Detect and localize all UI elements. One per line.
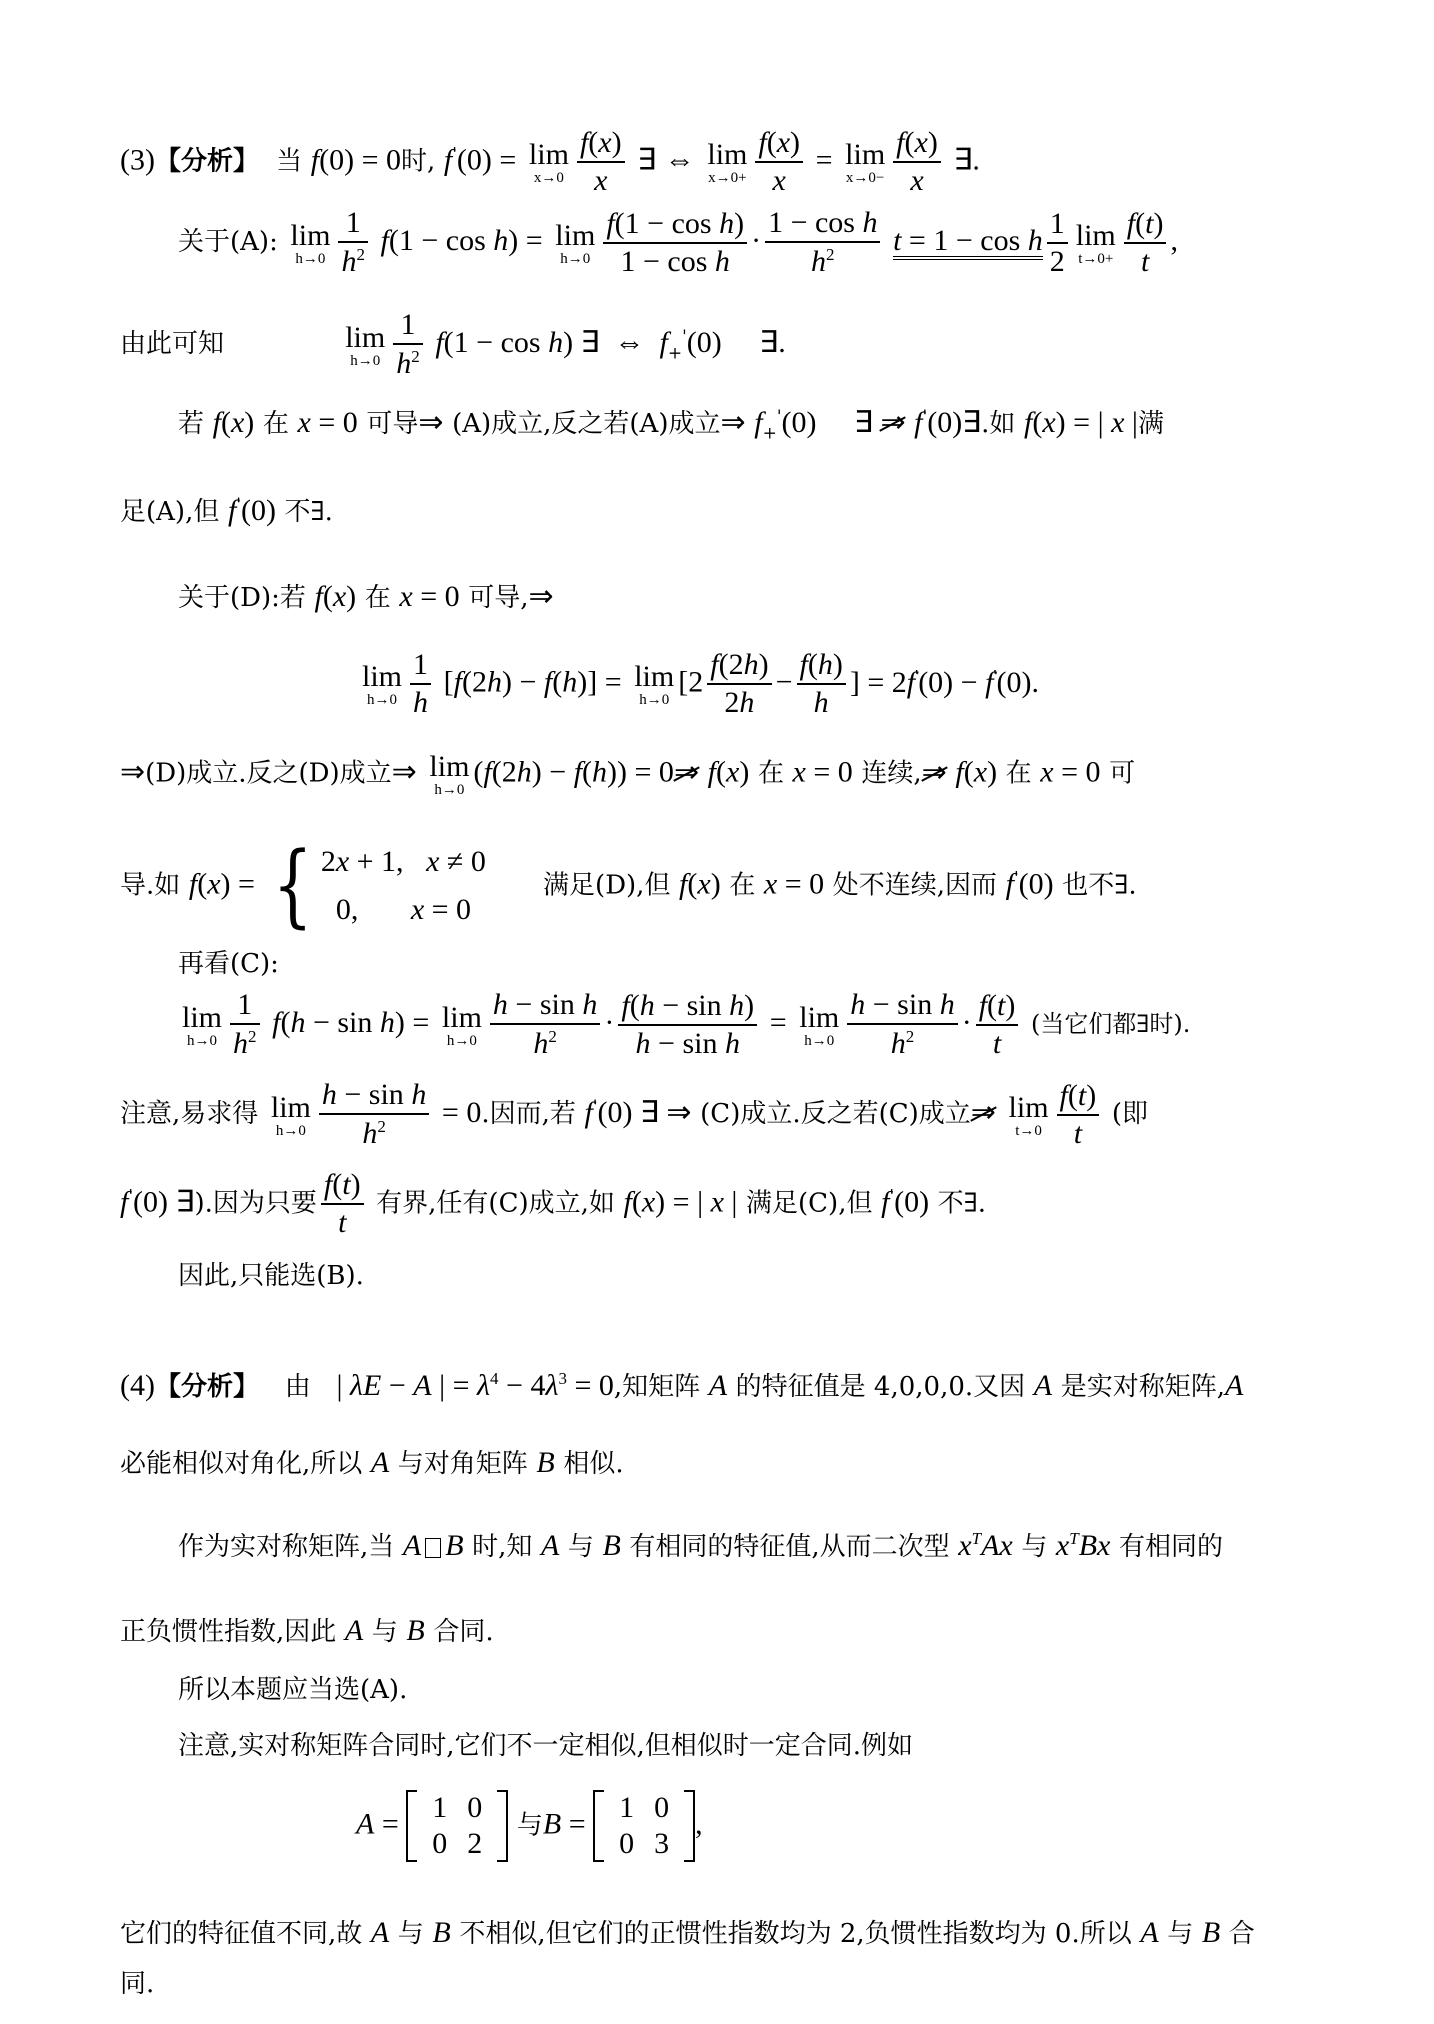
lim: lim h→0 (270, 1090, 311, 1139)
p3-line6: 关于(D):若 f(x) 在 x = 0 可导,⇒ (178, 580, 554, 613)
matrix-A (406, 1790, 508, 1862)
fraction: $\frac{1}{2}$ (1047, 209, 1068, 277)
text: .因而,若 (481, 1099, 576, 1129)
lim: lim x→0− (845, 138, 886, 186)
p3-line9 (178, 950, 279, 977)
lim: lim x→0 (528, 138, 569, 186)
text: 是实对称矩阵, (1060, 1372, 1225, 1402)
p3-line12 (178, 1262, 364, 1289)
p4-line5 (178, 1676, 407, 1703)
text: ⇔ (664, 143, 695, 177)
text: 相似. (563, 1449, 624, 1479)
text: 正负惯性指数,因此 (120, 1617, 337, 1647)
text: 因此,只能选(B). (178, 1261, 364, 1291)
p4-line9 (120, 1970, 154, 1997)
p3-line10: 注意,易求得 lim h→0 $\frac{\text{h − sin h}}{h^2}$ = 0.因而,若 f'(0) ∃ ⇒ (C)成立.反之若(C)成立⇒ lim t→0 $\frac{f(t)}{t}$ (即 (120, 1078, 1148, 1150)
p4-line6 (178, 1732, 913, 1759)
text: 注意,易求得 (120, 1099, 259, 1129)
text: 时, (401, 146, 436, 177)
p3-line5: 足(A),但 f'(0) 不∃. (120, 494, 333, 527)
fraction: $\frac{f(t)}{t}$ (321, 1170, 364, 1238)
text: 与 (1167, 1919, 1194, 1949)
text: (即 (1111, 1099, 1148, 1129)
text: 处不连续,因而 (832, 870, 998, 901)
matrix-b-cell-0-1: 0 (654, 1791, 670, 1824)
fraction: $\frac{f(x)}{x}$ (577, 128, 625, 196)
p4-line1: (4)【分析】 由 | λE − A | = $\lambda^4 - 4\lambda^3 = 0$,知矩阵 A 的特征值是 4,0,0,0.又因 A 是实对称矩阵,A (120, 1369, 1244, 1402)
lim: lim h→0 (362, 660, 403, 708)
matrix-b-cell-0-0: 1 (619, 1791, 635, 1824)
lim: lim t→0 (1008, 1090, 1049, 1139)
p3-line3: 由此可知 lim h→0 $\frac{1}{h^2}$ f(1 − cos h) ∃ ⇔ $f_+'(0)$ ∃. (120, 308, 786, 380)
text: 可 (1109, 758, 1136, 789)
placeholder-box (425, 1538, 441, 1558)
matrix-b-cell-1-0: 0 (619, 1827, 635, 1860)
text: 同. (120, 1969, 155, 1999)
text: 有界,任有(C)成立,如 (376, 1188, 615, 1219)
text: 由 (284, 1372, 311, 1402)
fraction: $\frac{\text{h − sin h}}{h^2}$ (490, 990, 600, 1059)
p3-line8: 导.如 f(x) = { 2x + 1, x ≠ 0 0, x = 0 满足(D),但 f(x) 在 x = 0 处不连续,因而 f'(0) 也不∃. (120, 833, 1137, 938)
p3-line11: f'(0) ∃).因为只要 $\frac{f(t)}{t}$ 有界,任有(C)成立,如 f(x) = | x | 满足(C),但 f'(0) 不∃. (120, 1168, 987, 1239)
text: (D)成立.反之(D)成立 (145, 758, 392, 789)
text: 再看(C): (178, 949, 279, 979)
p4-line2: 必能相似对角化,所以 A 与对角矩阵 B 相似. (120, 1446, 624, 1479)
text: 在 (262, 409, 289, 439)
p4-tag: 【分析】 (154, 1372, 259, 1402)
lim: lim h→0 (441, 1000, 482, 1049)
fraction: $\frac{1}{h^2}$ (338, 208, 368, 277)
text: 可导 (366, 409, 419, 439)
text: .如 (981, 409, 1016, 439)
p4-number: (4) (120, 1369, 155, 1402)
text: 必能相似对角化,所以 (120, 1449, 363, 1479)
text: 有相同的特征值,从而二次型 (629, 1532, 950, 1562)
text: 连续, (861, 758, 922, 789)
text: 满足(C),但 (746, 1188, 873, 1219)
fraction: $\frac{f(t)}{t}$ (1057, 1081, 1100, 1149)
lim: lim t→0+ (1075, 218, 1116, 267)
text: ∃ (637, 143, 657, 177)
lim: lim x→0+ (707, 138, 748, 186)
text: 足(A),但 (120, 497, 220, 527)
text: 也不∃. (1062, 870, 1137, 901)
text: 的特征值是 4,0,0,0.又因 (735, 1372, 1026, 1402)
fraction: $\frac{1}{h^2}$ (393, 310, 423, 379)
text: 可导, (468, 583, 529, 613)
fraction: $\frac{\text{1 − cos h}}{h^2}$ (765, 208, 880, 277)
text: ,知矩阵 (613, 1372, 701, 1402)
p3-eq-C: lim h→0 $\frac{1}{h^2}$ f(h − sin h) = lim h→0 $\frac{\text{h − sin h}}{h^2}$ · $\frac{\text{f(h − sin h)}}{\text{h − sin h}}$ = lim h→0 $\frac{\text{h − sin h}}{h^2}$ · $\frac{f(t)}{t}$ (当它们都∃时). (182, 988, 1191, 1060)
lim: lim h→0 (634, 660, 675, 708)
fraction: $\frac{1}{h^2}$ (230, 990, 260, 1059)
matrix-a-cell-0-0: 1 (432, 1791, 448, 1824)
text: 不∃. (937, 1188, 987, 1219)
matrix-a-cell-1-0: 0 (432, 1827, 448, 1860)
fraction: $\frac{\text{f(1 − cos h)}}{\text{1 − cos h}}$ (603, 209, 747, 277)
p3-eq-D: lim h→0 $\frac{1}{h}$ [f(2h) − f(h)] = lim h→0 [2 $\frac{f(2h)}{2h}$ − $\frac{f(h)}{h}$ ] = 2f'(0) − f'(0). (362, 648, 1039, 719)
matrix-a-cell-1-1: 2 (467, 1827, 483, 1860)
fraction: $\frac{f(t)}{t}$ (1124, 209, 1167, 277)
lim: lim h→0 (182, 1000, 223, 1049)
text: 与 (397, 1919, 424, 1949)
p4-line4: 正负惯性指数,因此 A 与 B 合同. (120, 1614, 494, 1647)
fraction: $\frac{f(x)}{x}$ (893, 128, 941, 196)
fraction: $\frac{\text{h − sin h}}{h^2}$ (319, 1080, 429, 1149)
fraction: $\frac{f(h)}{h}$ (797, 650, 846, 718)
text: 关于(D):若 (178, 583, 306, 613)
text: 满 (1137, 409, 1164, 439)
fraction: $\frac{\text{f(h − sin h)}}{\text{h − sin h}}$ (618, 991, 757, 1059)
text: 与 (516, 1810, 543, 1841)
text: 与对角矩阵 (397, 1449, 528, 1479)
lim: lim h→0 (799, 1000, 840, 1049)
text: 在 (364, 583, 391, 613)
matrix-a-cell-0-1: 0 (467, 1791, 483, 1824)
piecewise: 2x + 1, x ≠ 0 0, x = 0 (320, 845, 486, 926)
text: 与 (1021, 1532, 1048, 1562)
fraction: $\frac{f(2h)}{2h}$ (707, 650, 771, 718)
text: 它们的特征值不同,故 (120, 1919, 363, 1949)
text: 不∃. (284, 497, 333, 527)
text: 导.如 (120, 870, 181, 901)
text: 由此可知 (120, 329, 225, 359)
text: 满足(D),但 (543, 870, 671, 901)
p3-line2: 关于(A): lim h→0 $\frac{1}{h^2}$ f(1 − cos h) = lim h→0 $\frac{\text{f(1 − cos h)}}{\text{1 − cos h}}$ · $\frac{\text{1 − cos h}}{h^2}$ t = 1 − cos h $\frac{1}{2}$ lim t→0+ $\frac{f(t)}{t}$ , (178, 206, 1178, 278)
lim: lim h→0 (429, 750, 470, 798)
text: 注意,实对称矩阵合同时,它们不一定相似,但相似时一定合同.例如 (178, 1731, 914, 1761)
text: 时,知 (472, 1532, 533, 1562)
p4-matrices: A = 1 0 0 2 与B = 1 0 0 3 , (356, 1791, 703, 1860)
text: ).因为只要 (194, 1188, 317, 1219)
text: (C)成立.反之若(C)成立 (700, 1099, 971, 1129)
p4-line3: 作为实对称矩阵,当 A B 时,知 A 与 B 有相同的特征值,从而二次型 $x^TAx$ 与 $x^TBx$ 有相同的 (178, 1529, 1223, 1562)
text: 合同. (433, 1617, 494, 1647)
text: 合 (1228, 1919, 1255, 1949)
matrix-B (593, 1790, 695, 1862)
fraction: $\frac{\text{h − sin h}}{h^2}$ (847, 990, 957, 1059)
text: 所以本题应当选(A). (178, 1675, 408, 1705)
text: 在 (1005, 758, 1032, 789)
text: 关于(A): (178, 227, 278, 257)
lim: lim h→0 (290, 218, 331, 267)
fraction: $\frac{1}{h}$ (410, 650, 431, 718)
p3-line1: (3)【分析】 当 f(0) = 0时, f'(0) = lim x→0 $\frac{f(x)}{x}$ ∃ ⇔ lim x→0+ $\frac{f(x)}{x}$ = lim x→0− $\frac{f(x)}{x}$ ∃. (120, 126, 980, 197)
text: 有相同的 (1118, 1532, 1223, 1562)
p3-tag: 【分析】 (154, 146, 259, 177)
text: 在 (729, 870, 756, 901)
text: 若 (178, 409, 205, 439)
lim: lim h→0 (345, 320, 386, 369)
text: 不相似,但它们的正惯性指数均为 2,负惯性指数均为 0.所以 (459, 1919, 1132, 1949)
text: 当 (276, 146, 303, 177)
fraction: $\frac{f(t)}{t}$ (976, 991, 1019, 1059)
p3-line7: ⇒(D)成立.反之(D)成立⇒ lim h→0 (f(2h) − f(h)) = 0⇒ f(x) 在 x = 0 连续,⇒ f(x) 在 x = 0 可 (120, 750, 1136, 798)
text: (A)成立,反之若(A)成立 (452, 409, 721, 439)
text: 在 (757, 758, 784, 789)
p4-line8: 它们的特征值不同,故 A 与 B 不相似,但它们的正惯性指数均为 2,负惯性指数均为 0.所以 A 与 B 合 (120, 1916, 1255, 1949)
p3-number: (3) (120, 143, 155, 177)
lim: lim h→0 (555, 218, 596, 267)
text: 与 (567, 1532, 594, 1562)
p3-line4: 若 f(x) 在 x = 0 可导⇒ (A)成立,反之若(A)成立⇒ $f_+'(0)$ ∃ ⇒ f'(0)∃.如 f(x) = | x |满 (178, 406, 1164, 444)
text: 作为实对称矩阵,当 (178, 1532, 395, 1562)
fraction: $\frac{f(x)}{x}$ (755, 128, 803, 196)
text: (当它们都∃时). (1030, 1010, 1191, 1038)
text: 与 (371, 1617, 398, 1647)
matrix-b-cell-1-1: 3 (654, 1827, 670, 1860)
